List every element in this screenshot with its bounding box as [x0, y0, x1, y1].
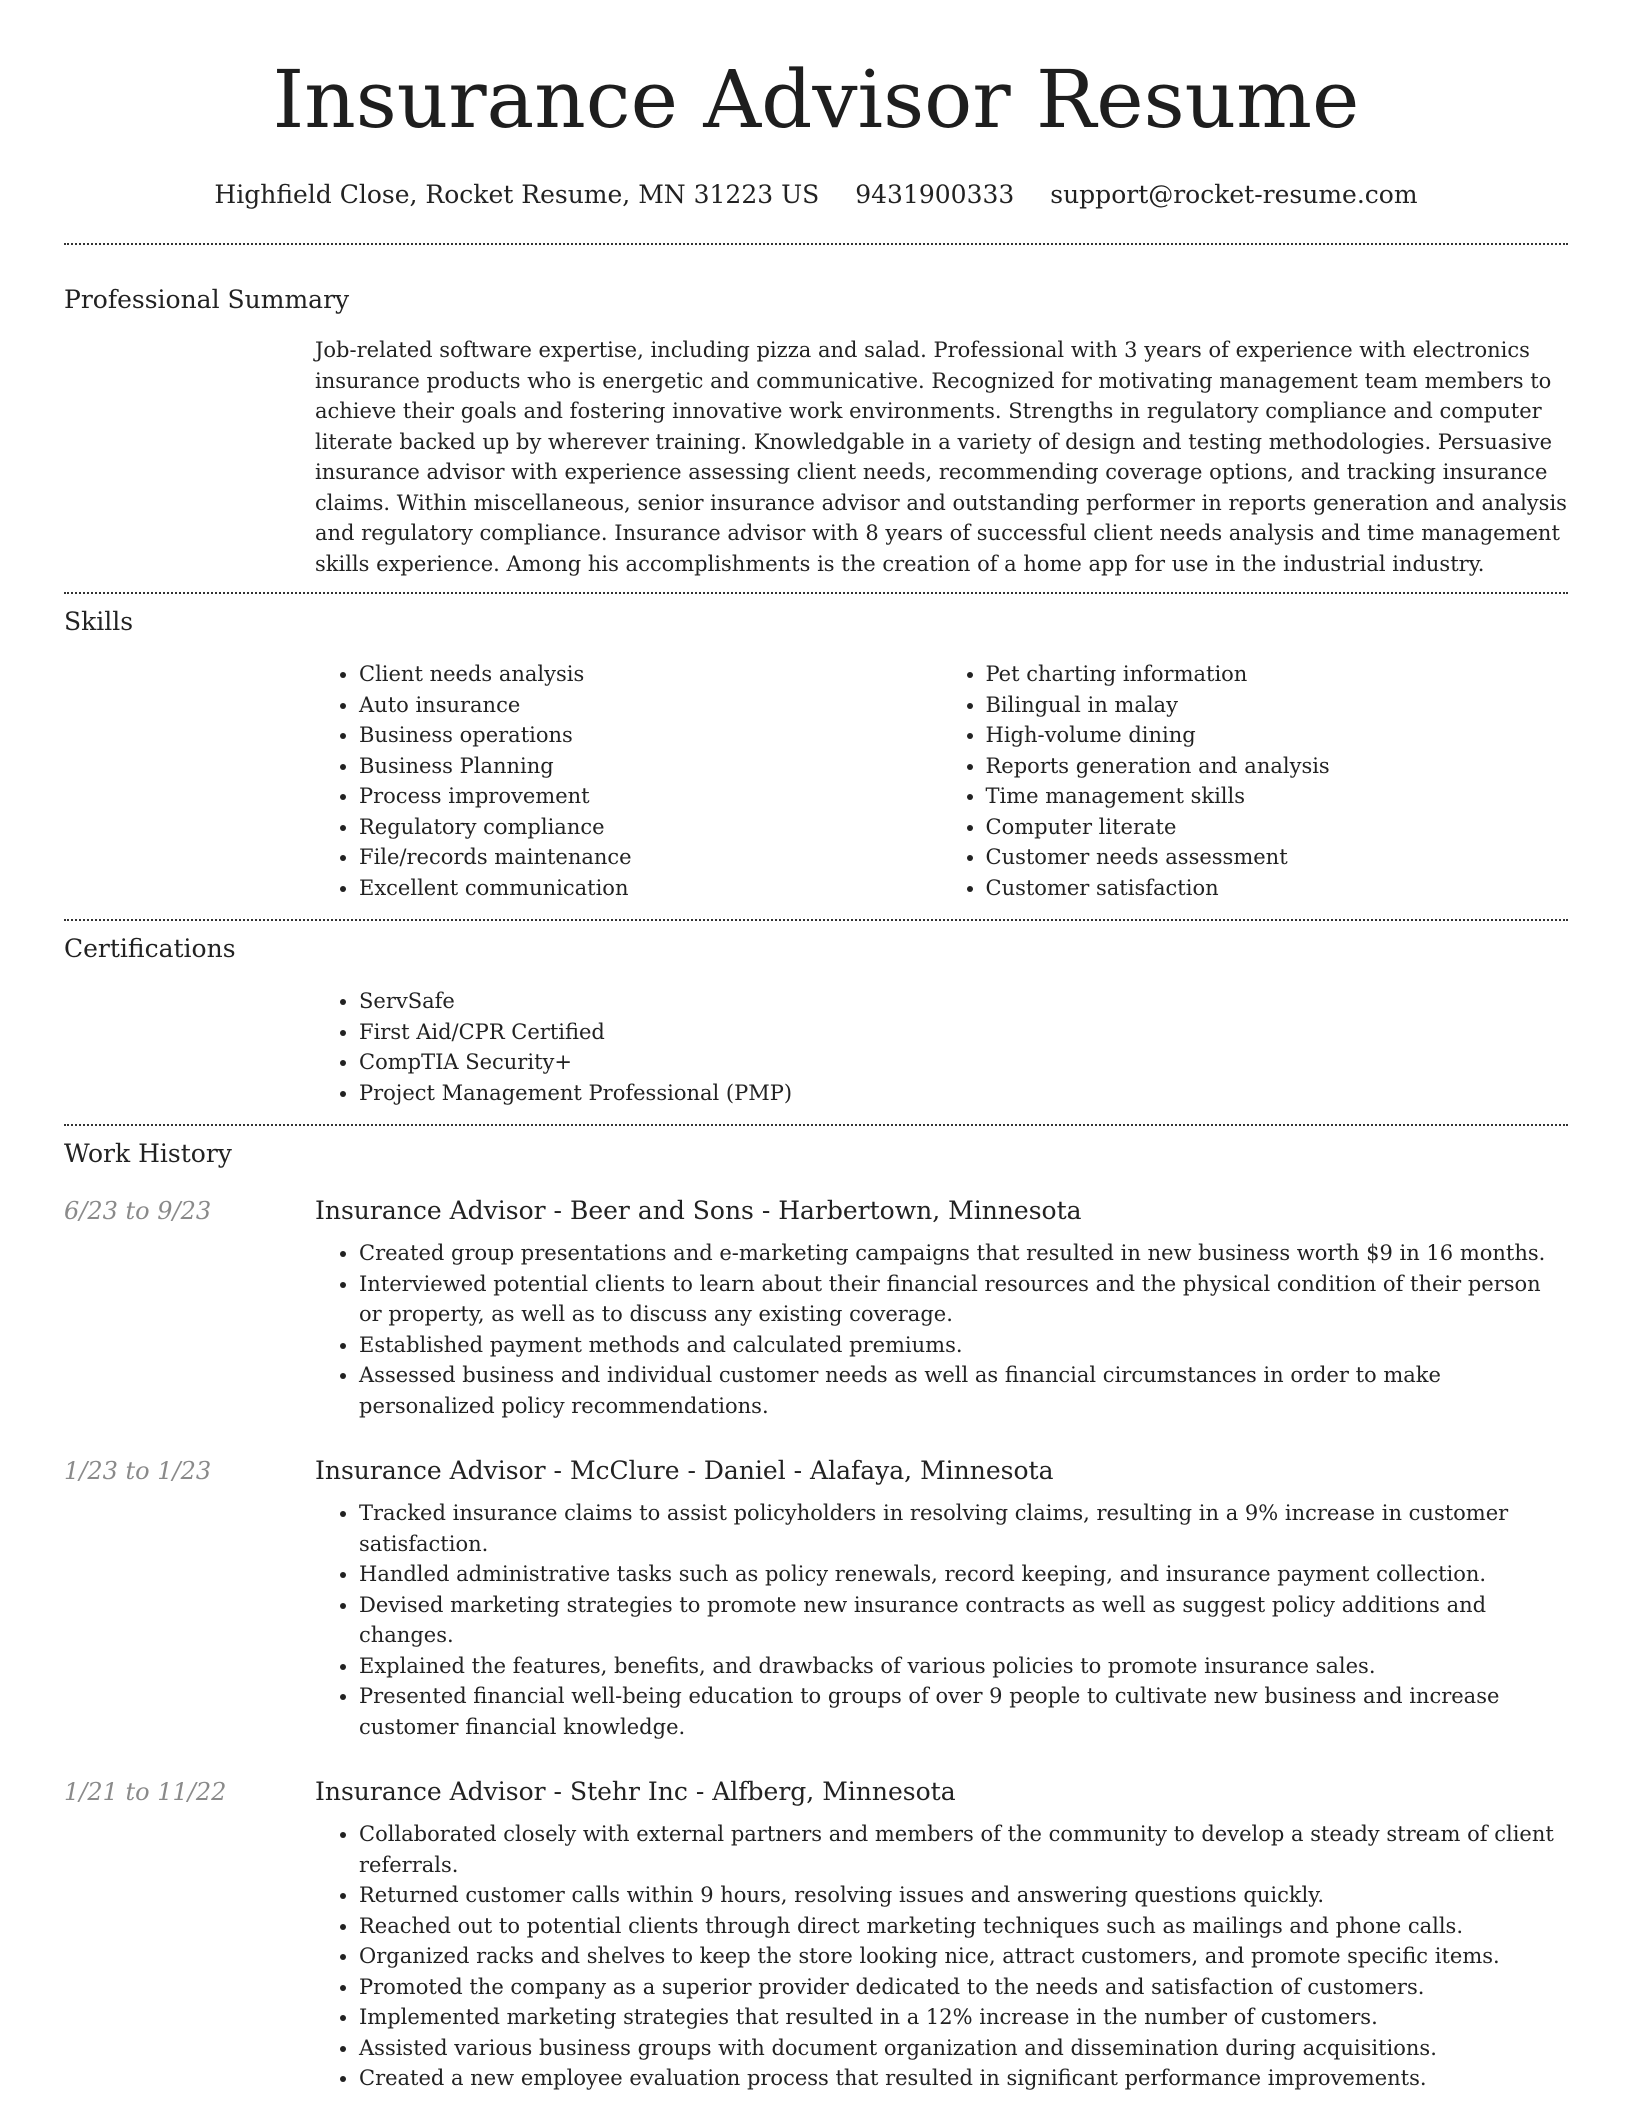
skill-item: • Customer satisfaction [986, 873, 1569, 904]
job-bullet: • Collaborated closely with external partners and members of the community to develop a steady stream of client referrals. [359, 1819, 1568, 1880]
job-bullet: • Created a new employee evaluation process that resulted in significant performance improvements. [359, 2063, 1568, 2094]
skill-item: • Pet charting information [986, 659, 1569, 690]
job-dates: 1/21 to 11/22 [64, 1778, 227, 1806]
skill-item: • Customer needs assessment [986, 842, 1569, 873]
work-history-heading: Work History [64, 1139, 232, 1168]
certification-item: • Project Management Professional (PMP) [359, 1078, 1568, 1109]
skill-item: • Client needs analysis [359, 659, 942, 690]
skill-item: • Business operations [359, 720, 942, 751]
skill-item: • High-volume dining [986, 720, 1569, 751]
job-title: Insurance Advisor - Stehr Inc - Alfberg, Minnesota [315, 1777, 956, 1806]
skill-item: • Computer literate [986, 812, 1569, 843]
skill-item: • Process improvement [359, 781, 942, 812]
skill-item: • Bilingual in malay [986, 690, 1569, 721]
job-bullet: • Assessed business and individual customer needs as well as financial circumstances in order to make personalized policy recommendations. [359, 1360, 1568, 1421]
job-dates: 1/23 to 1/23 [64, 1457, 212, 1485]
certifications-section [64, 921, 1568, 1108]
contact-address: Highfield Close, Rocket Resume, MN 31223 US [214, 180, 820, 209]
job-title: Insurance Advisor - McClure - Daniel - Alafaya, Minnesota [315, 1456, 1054, 1485]
job-bullet: • Returned customer calls within 9 hours, resolving issues and answering questions quickly. [359, 1880, 1568, 1911]
certification-item: • First Aid/CPR Certified [359, 1017, 1568, 1048]
job-bullet: • Devised marketing strategies to promote new insurance contracts as well as suggest policy additions and changes. [359, 1590, 1568, 1651]
certification-item: • CompTIA Security+ [359, 1047, 1568, 1078]
work-history-section [64, 1126, 1568, 2094]
skills-section [64, 594, 1568, 903]
job-title: Insurance Advisor - Beer and Sons - Harbertown, Minnesota [315, 1196, 1082, 1225]
job-bullet: • Interviewed potential clients to learn about their financial resources and the physical condition of their person or property, as well as to discuss any existing coverage. [359, 1269, 1568, 1330]
certification-item: • ServSafe [359, 986, 1568, 1017]
job-entry [64, 1194, 1568, 1421]
job-bullets [315, 1238, 1568, 1421]
job-bullet: • Implemented marketing strategies that resulted in a 12% increase in the number of customers. [359, 2002, 1568, 2033]
resume-page [64, 0, 1568, 2094]
job-entry [64, 1775, 1568, 2094]
skill-item: • Business Planning [359, 751, 942, 782]
certifications-list [315, 986, 1568, 1108]
job-bullet: • Explained the features, benefits, and drawbacks of various policies to promote insurance sales. [359, 1651, 1568, 1682]
job-bullets [315, 1498, 1568, 1742]
skills-list-right [942, 659, 1569, 903]
summary-section [64, 245, 1568, 579]
skills-heading: Skills [64, 607, 134, 636]
job-bullet: • Created group presentations and e-marketing campaigns that resulted in new business worth $9 in 16 months. [359, 1238, 1568, 1269]
skill-item: • Regulatory compliance [359, 812, 942, 843]
skill-item: • Reports generation and analysis [986, 751, 1569, 782]
job-bullet: • Organized racks and shelves to keep the store looking nice, attract customers, and promote specific items. [359, 1941, 1568, 1972]
skill-item: • Time management skills [986, 781, 1569, 812]
job-bullet: • Promoted the company as a superior provider dedicated to the needs and satisfaction of customers. [359, 1972, 1568, 2003]
certifications-heading: Certifications [64, 934, 236, 963]
job-dates: 6/23 to 9/23 [64, 1197, 212, 1225]
job-bullet: • Handled administrative tasks such as policy renewals, record keeping, and insurance payment collection. [359, 1559, 1568, 1590]
job-bullets [315, 1819, 1568, 2094]
job-bullet: • Reached out to potential clients through direct marketing techniques such as mailings and phone calls. [359, 1911, 1568, 1942]
contact-line [64, 178, 1568, 212]
skill-item: • Auto insurance [359, 690, 942, 721]
skill-item: • Excellent communication [359, 873, 942, 904]
contact-phone: 9431900333 [855, 180, 1015, 209]
job-bullet: • Established payment methods and calculated premiums. [359, 1330, 1568, 1361]
summary-text: Job-related software expertise, including pizza and salad. Professional with 3 years of experience with electronics insurance products who is energetic and communicative. Recognized for motivating management team members to achieve their goals and fostering innovative work environments. Strengths in regulatory compliance and computer literate backed up by wherever training. Knowledgable in a variety of design and testing methodologies. Persuasive insurance advisor with experience assessing client needs, recommending coverage options, and tracking insurance claims. Within miscellaneous, senior insurance advisor and outstanding performer in reports generation and analysis and regulatory compliance. Insurance advisor with 8 years of successful client needs analysis and time management skills experience. Among his accomplishments is the creation of a home app for use in the industrial industry. [315, 338, 1567, 576]
resume-title: Insurance Advisor Resume [272, 53, 1360, 146]
job-bullet: • Presented financial well-being education to groups of over 9 people to cultivate new business and increase customer financial knowledge. [359, 1681, 1568, 1742]
skills-list-left [315, 659, 942, 903]
job-entry [64, 1454, 1568, 1742]
contact-email[interactable]: support@rocket-resume.com [1050, 180, 1418, 209]
job-bullet: • Assisted various business groups with document organization and dissemination during acquisitions. [359, 2033, 1568, 2064]
job-bullet: • Tracked insurance claims to assist policyholders in resolving claims, resulting in a 9% increase in customer satisfaction. [359, 1498, 1568, 1559]
summary-heading: Professional Summary [64, 285, 350, 314]
skill-item: • File/records maintenance [359, 842, 942, 873]
